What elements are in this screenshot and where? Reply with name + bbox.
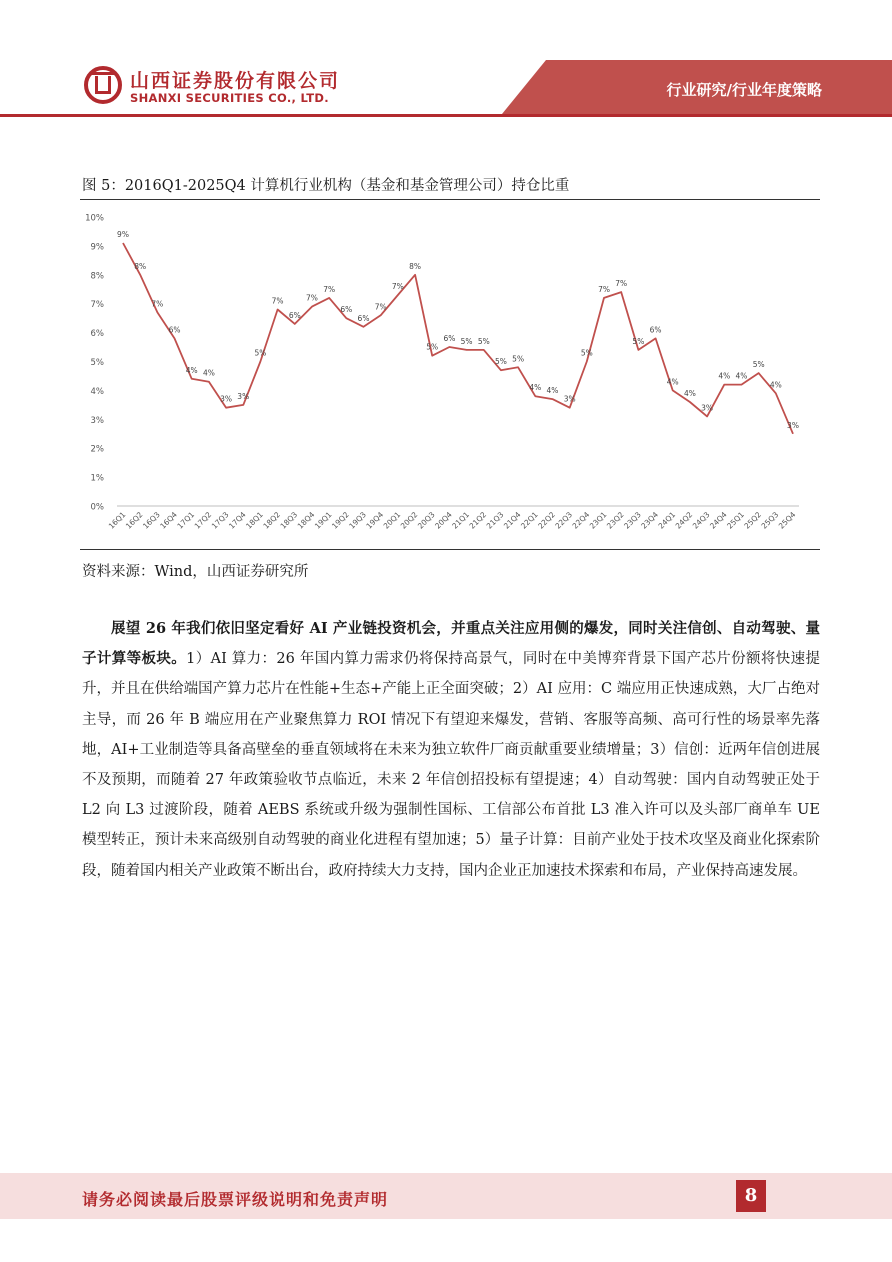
data-label: 7% [271,296,284,306]
x-tick-label: 21Q4 [501,510,523,531]
data-label: 5% [512,354,525,364]
x-tick-label: 20Q3 [415,510,437,531]
data-label: 3% [701,403,714,413]
y-tick-label: 9% [90,242,104,253]
data-label: 6% [357,313,370,323]
data-label: 7% [306,293,318,303]
body-lead: 展望 26 年我们依旧坚定看好 AI 产业链投资机会，并重点关注应用侧的爆发，同时关注信创、自动驾驶、量子计算等板块。 [82,620,820,668]
data-label: 7% [598,284,610,294]
x-tick-label: 21Q1 [450,510,472,531]
data-label: 4% [769,380,782,390]
x-tick-label: 22Q1 [519,510,540,531]
x-tick-label: 23Q3 [622,510,643,531]
data-label: 8% [409,261,422,271]
data-label: 5% [426,342,439,352]
x-tick-label: 25Q2 [742,510,764,531]
x-tick-label: 23Q4 [639,510,660,531]
x-tick-label: 17Q4 [227,510,248,531]
x-tick-label: 22Q2 [536,510,557,531]
data-label: 3% [563,394,576,404]
page-number: 8 [736,1180,766,1212]
data-label: 6% [340,305,353,315]
x-axis [107,506,799,531]
data-label: 6% [168,325,181,335]
data-label: 4% [202,368,215,378]
x-tick-label: 21Q2 [467,510,489,531]
company-logo-icon [84,66,122,104]
body-text: 1）AI 算力：26 年国内算力需求仍将保持高景气，同时在中美博弈背景下国产芯片份额将快速提升，并且在供给端国产算力芯片在性能+生态+产能上正全面突破；2）AI 应用：C 端应用正快速成熟，大厂占绝对主导，而 26 年 B 端应用在产业聚焦算力 ROI 情况下有望迎来爆发，营销、客服等高频、高可行性的场景率先落地，AI+工业制造等具备高壁垒的垂直领域将在未来为独立软件厂商贡献重要业绩增量；3）信创：近两年信创进展不及预期，而随着 27 年政策验收节点临近，未来 2 年信创招投标有望提速；4）自动驾驶：国内自动驾驶正处于 L2 向 L3 过渡阶段，随着 AEBS 系统或升级为强制性国标、工信部公布首批 L3 准入许可以及头部厂商单车 UE 模型转正，预计未来高级别自动驾驶的商业化进程有望加速；5）量子计算：目前产业处于技术攻坚及商业化探索阶段，随着国内相关产业政策不断出台，政府持续大力支持，国内企业正加速技术探索和布局，产业保持高速发展。 [82,651,821,879]
data-label: 6% [443,334,456,344]
data-label: 4% [735,371,748,381]
y-tick-label: 4% [90,386,104,397]
data-label: 5% [580,348,593,358]
header-divider [0,114,892,117]
data-label: 4% [546,386,559,396]
y-tick-label: 10% [85,213,104,224]
data-label: 3% [220,394,233,404]
data-label: 5% [254,348,267,358]
data-label: 4% [718,371,731,381]
data-label: 7% [323,284,336,294]
x-tick-label: 18Q3 [278,510,300,531]
data-labels [117,230,799,430]
data-label: 5% [632,336,645,346]
footer-disclaimer: 请务必阅读最后股票评级说明和免责声明 [82,1190,389,1209]
data-label: 8% [134,261,147,271]
x-tick-label: 20Q1 [381,510,403,531]
x-tick-label: 17Q3 [209,510,231,531]
figure-bottom-rule [80,549,820,550]
x-tick-label: 21Q3 [484,510,506,531]
data-label: 4% [666,377,679,387]
y-tick-label: 8% [90,271,104,282]
x-tick-label: 24Q2 [673,510,695,531]
x-tick-label: 16Q4 [158,510,179,531]
data-label: 9% [117,230,129,240]
figure-title: 图 5：2016Q1-2025Q4 计算机行业机构（基金和基金管理公司）持仓比重 [82,178,570,194]
x-tick-label: 19Q1 [312,510,334,531]
data-label: 5% [752,360,765,370]
y-tick-label: 7% [90,300,104,311]
x-tick-label: 22Q4 [570,510,592,531]
data-label: 5% [460,336,473,346]
data-label: 6% [288,310,301,320]
x-tick-label: 25Q4 [776,510,798,531]
x-tick-label: 19Q3 [347,510,368,531]
x-tick-label: 18Q4 [295,510,317,531]
x-tick-label: 17Q2 [192,510,214,531]
holding-ratio-line-chart [80,203,820,548]
series-holding-ratio [123,243,793,434]
data-label: 7% [391,282,404,292]
x-tick-label: 20Q2 [398,510,420,531]
figure-top-rule [80,199,820,200]
y-tick-label: 6% [90,329,104,340]
x-tick-label: 23Q2 [604,510,626,531]
x-tick-label: 22Q3 [553,510,575,531]
x-tick-label: 24Q3 [690,510,712,531]
x-tick-label: 25Q3 [759,510,781,531]
data-label: 3% [787,420,799,430]
y-tick-label: 2% [90,444,104,455]
data-label: 4% [683,388,696,398]
series-line [123,243,793,434]
y-tick-label: 3% [90,415,104,426]
data-label: 3% [237,391,250,401]
data-label: 4% [529,383,542,393]
data-label: 7% [374,302,387,312]
body-paragraph [82,614,820,886]
x-tick-label: 25Q1 [725,510,746,531]
x-tick-label: 24Q1 [656,510,678,531]
x-tick-label: 18Q1 [244,510,265,531]
y-axis [85,214,104,513]
x-tick-label: 16Q3 [141,510,162,531]
x-tick-label: 17Q1 [175,510,197,531]
x-tick-label: 19Q4 [364,510,386,531]
report-type-label: 行业研究/行业年度策略 [666,81,822,99]
x-tick-label: 19Q2 [330,510,351,531]
data-label: 4% [185,365,198,375]
data-label: 7% [151,299,164,309]
y-tick-label: 5% [90,358,104,368]
y-tick-label: 0% [90,502,104,513]
figure-source: 资料来源：Wind，山西证券研究所 [82,564,309,580]
x-tick-label: 20Q4 [433,510,454,531]
company-name-cn: 山西证券股份有限公司 [130,70,341,92]
x-tick-label: 16Q2 [123,510,145,531]
x-tick-label: 24Q4 [708,510,729,531]
data-label: 5% [477,336,490,346]
data-label: 6% [649,325,662,335]
y-tick-label: 1% [90,473,104,484]
x-tick-label: 18Q2 [261,510,283,531]
data-label: 7% [615,279,628,289]
company-name-en: SHANXI SECURITIES CO., LTD. [130,91,329,105]
x-tick-label: 16Q1 [106,510,128,531]
page-header [0,0,892,120]
x-tick-label: 23Q1 [587,510,609,531]
data-label: 5% [494,357,507,367]
